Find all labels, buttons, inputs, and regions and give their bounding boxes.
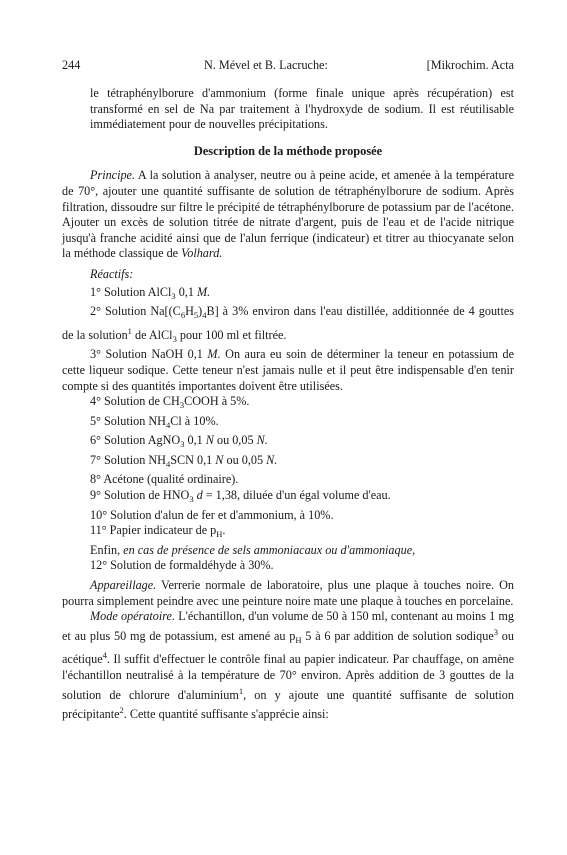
appareillage-label: Appareillage. (90, 578, 157, 593)
principe-text: A la solution à analyser, neutre ou à peine acide, et amenée à la température de 70°, ajouter une quantité suffisante de solution de tétraphénylborure de sodium. Après filtration, dissoudre sur filtre le précipité de tétraphénylborure de potassium par de l'acétone. Ajouter un excès de solution titrée de nitrate d'argent, puis de l'eau et de l'acide nitrique jusqu'à franche acidité ainsi que de l'alun ferrique (indicateur) et titrer au thiocyanate selon la méthode classique de (62, 168, 515, 261)
reagent-8: 8° Acétone (qualité ordinaire). (90, 472, 239, 487)
reagent-12: 12° Solution de formaldéhyde à 30%. (90, 558, 274, 573)
reagent-11: 11° Papier indicateur de $p_H$. (90, 523, 226, 540)
footnote-ref-1: 1 (127, 325, 132, 336)
reagent-9: 9° Solution de $HNO_3$ d = 1,38, diluée d'un égal volume d'eau. (90, 488, 391, 505)
intro-paragraph: le tétraphénylborure d'ammonium (forme finale unique après récupération) est transformé en sel de Na par traitement à l'hydroxyde de sodium. Il est réutilisable immédiatement pour de nouvelles précipitations. (90, 86, 514, 132)
running-header (62, 58, 514, 74)
reagent-2: 2° Solution $Na[(C_6H_5)_4B]$ à 3% environ dans l'eau distillée, additionnée de 4 gouttes de la solution$^1$ de AlCl$_3$ pour 100 ml et filtrée. (62, 304, 514, 344)
reagent-7: 7° Solution $NH_4SCN$ 0,1 N ou 0,05 N. (90, 452, 278, 469)
principe-label: Principe. (90, 168, 136, 183)
reagent-6: 6° Solution AgNO$_3$ 0,1 N ou 0,05 N. (90, 433, 268, 450)
appareillage-text: Verrerie normale de laboratoire, plus une plaque à touches noire. On pourra simplement peindre avec une peinture noire mate une plaque à touches en porcelaine. (62, 578, 514, 608)
header-journal: [Mikrochim. Acta (426, 58, 514, 72)
body-text (62, 86, 514, 723)
reagent-3: 3° Solution NaOH 0,1 M. On aura eu soin de déterminer la teneur en potassium de cette liqueur sodique. Cette teneur n'est jamais nulle et il peut être indispensable d'en tenir compte si des quantités importantes doivent être utilisées. (62, 347, 515, 393)
appareillage-paragraph (62, 578, 514, 609)
footnote-ref-3: 3 (493, 626, 498, 637)
footnote-ref-1b: 1 (238, 685, 244, 696)
reagent-4: 4° Solution de $CH_3COOH$ à 5%. (90, 394, 250, 411)
reagent-5: 5° Solution $NH_4Cl$ à 10%. (90, 413, 219, 430)
enfin-line: Enfin, en cas de présence de sels ammoniacaux ou d'ammoniaque, (90, 542, 416, 557)
footnote-ref-4: 4 (102, 650, 107, 661)
mode-operatoire-paragraph: Mode opératoire. L'échantillon, d'un volume de 50 à 150 ml, contenant au moins 1 mg et au plus 50 mg de potassium, est amené au $p_H$ 5 à 6 par addition de solution sodique$^3$ ou acétique$^4$. Il suffit d'effectuer le contrôle final au papier indicateur. Par chauffage, on amène l'échantillon neutralisé à la température de 70° environ. Après addition de 3 gouttes de la solution de chlorure d'aluminium$^1$, on y ajoute une quantité suffisante de solution précipitante$^2$. Cette quantité suffisante s'apprécie ainsi: (62, 609, 515, 722)
reagent-1: 1° Solution AlCl$_3$ 0,1 M. (90, 284, 211, 301)
section-title: Description de la méthode proposée (193, 143, 383, 158)
footnote-ref-2: 2 (119, 705, 124, 716)
page-number: 244 (62, 58, 81, 72)
mode-label: Mode opératoire. (90, 609, 175, 624)
volhard-ref: Volhard. (181, 246, 223, 261)
principe-paragraph (62, 168, 514, 262)
reactifs-label: Réactifs: (90, 266, 134, 281)
header-authors: N. Mével et B. Lacruche: (204, 58, 328, 72)
reagent-10: 10° Solution d'alun de fer et d'ammonium, à 10%. (90, 507, 334, 522)
